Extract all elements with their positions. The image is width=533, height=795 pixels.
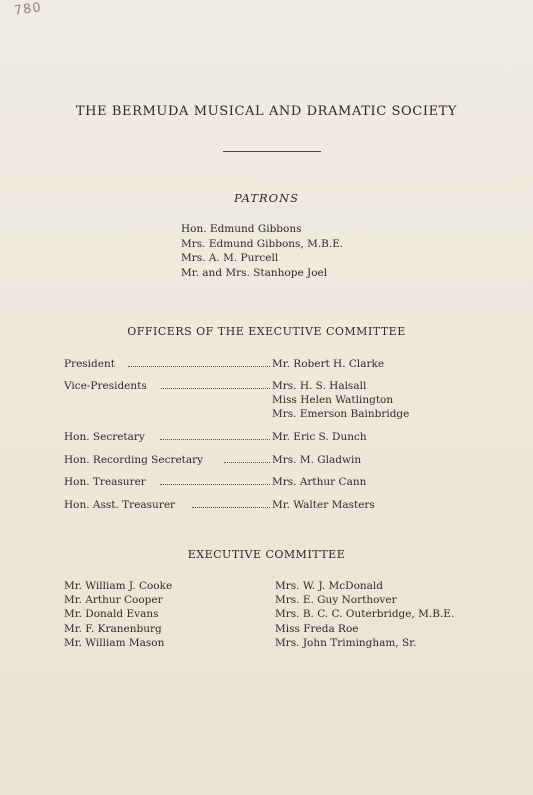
committee-member: Mr. Donald Evans — [64, 608, 159, 621]
officer-name: Mr. Eric S. Dunch — [272, 431, 367, 443]
patron-name: Mr. and Mrs. Stanhope Joel — [181, 266, 328, 279]
dotted-leader — [161, 388, 270, 389]
officer-names — [272, 379, 409, 421]
committee-member: Miss Freda Roe — [275, 622, 359, 635]
dotted-leader — [160, 439, 270, 440]
officer-role: President — [64, 358, 115, 370]
officers-heading: OFFICERS OF THE EXECUTIVE COMMITTEE — [127, 325, 406, 338]
handwritten-note: 780 — [13, 0, 43, 19]
patron-name: Mrs. A. M. Purcell — [181, 252, 279, 264]
committee-member: Mr. F. Kranenburg — [64, 622, 162, 635]
officer-name: Mrs. Arthur Cann — [272, 476, 367, 488]
committee-member: Mrs. W. J. McDonald — [275, 580, 384, 592]
society-title: THE BERMUDA MUSICAL AND DRAMATIC SOCIETY — [75, 104, 458, 119]
committee-member: Mr. William Mason — [64, 636, 165, 649]
officer-names — [272, 453, 361, 467]
dotted-leader — [128, 366, 270, 367]
committee-member: Mr. William J. Cooke — [64, 580, 173, 592]
officer-names — [272, 430, 367, 444]
patron-name: Mrs. Edmund Gibbons, M.B.E. — [181, 237, 344, 250]
officer-name: Mr. Robert H. Clarke — [272, 358, 385, 370]
committee-member: Mrs. E. Guy Northover — [275, 594, 397, 607]
officer-names — [272, 475, 366, 489]
executive-committee-right-column — [275, 579, 454, 650]
committee-member: Mrs. John Trimingham, Sr. — [275, 636, 417, 649]
officer-role: Hon. Secretary — [64, 431, 145, 443]
officer-role: Vice-Presidents — [64, 380, 147, 392]
executive-committee-left-column — [64, 579, 172, 650]
officer-names — [272, 357, 384, 371]
patrons-list — [181, 222, 343, 280]
patrons-heading: PATRONS — [233, 191, 300, 205]
officer-name: Miss Helen Watlington — [272, 394, 394, 406]
title-divider — [223, 151, 321, 152]
officer-role: Hon. Recording Secretary — [64, 454, 204, 466]
officer-name: Mrs. Emerson Bainbridge — [272, 408, 410, 420]
executive-committee-heading: EXECUTIVE COMMITTEE — [187, 548, 346, 561]
officer-name: Mrs. H. S. Halsall — [272, 380, 367, 392]
dotted-leader — [160, 484, 270, 485]
officer-name: Mrs. M. Gladwin — [272, 454, 362, 466]
dotted-leader — [192, 507, 270, 508]
officer-role: Hon. Asst. Treasurer — [64, 499, 176, 511]
dotted-leader — [224, 462, 270, 463]
committee-member: Mr. Arthur Cooper — [64, 594, 163, 607]
officer-names — [272, 498, 375, 512]
committee-member: Mrs. B. C. C. Outerbridge, M.B.E. — [275, 608, 455, 621]
officer-role: Hon. Treasurer — [64, 476, 146, 488]
patron-name: Hon. Edmund Gibbons — [181, 223, 302, 235]
officer-name: Mr. Walter Masters — [272, 499, 375, 511]
